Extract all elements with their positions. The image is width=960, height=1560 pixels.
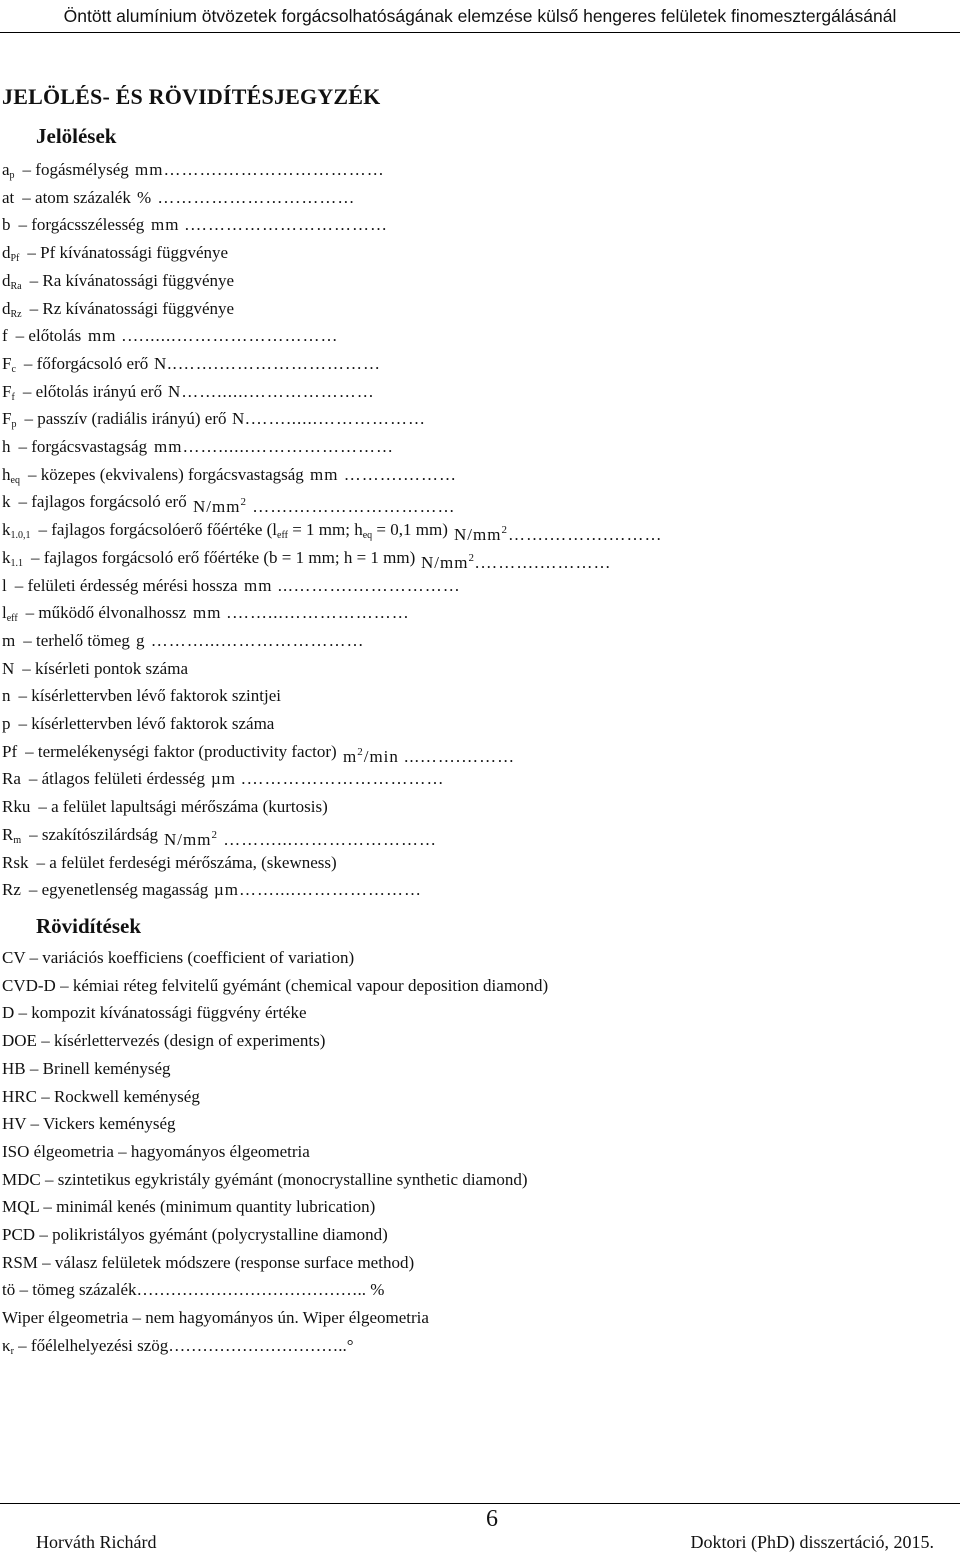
leader-dots-with-unit: ……………………….……..N [154, 353, 382, 373]
leader-dots-with-unit: …………………………… % [137, 187, 356, 207]
symbol-entry [2, 738, 842, 766]
symbol: N [2, 658, 15, 678]
symbol-description: – fajlagos forgácsolóerő főértéke ($l_{eff} = 1$ mm; $h_{eq} = 0,1$ mm) [38, 520, 448, 542]
symbol: $h_{eq}$ [2, 464, 20, 486]
section-title-jelolesek: Jelölések [36, 124, 117, 148]
symbol: $d_{Ra}$ [2, 270, 22, 292]
symbol-entry [2, 433, 842, 461]
symbol: Ra [2, 769, 21, 789]
symbol-entry [2, 156, 842, 184]
symbol: $F_p$ [2, 409, 17, 431]
symbol-description: – átlagos felületi érdesség [28, 769, 205, 789]
symbol-description: – fajlagos forgácsoló erő [18, 492, 187, 512]
symbol-description: – fajlagos forgácsoló erő főértéke (b = 1 mm; h = 1 mm) [31, 547, 416, 567]
symbol-description: – felületi érdesség mérési hossza [14, 575, 238, 595]
abbreviation-entry: ISO élgeometria – hagyományos élgeometria [2, 1141, 310, 1161]
leader-dots-with-unit: ………………………......…. mm [88, 326, 339, 346]
leader-dots-with-unit: $\dots\dots\dots\dots.\dots\dots\dots.N/mm^2$ [421, 551, 612, 572]
leader-dots-with-unit: ……………………………. mm [151, 215, 388, 235]
symbol-description: – forgácsszélesség [18, 215, 145, 235]
page-number: 6 [486, 1506, 498, 1532]
abbreviation-entry: $\kappa_r$ – főélelhelyezési szög…………………………..° [2, 1335, 354, 1357]
leader-dots-with-unit: ……………………….…… $N/mm^2$ [193, 496, 456, 517]
symbol-description: – egyenetlenség magasság [28, 880, 209, 900]
symbol: Rsk [2, 852, 29, 872]
leader-dots-with-unit: ……………………….………mm [135, 160, 385, 179]
leader-dots-with-unit: …………………......……N [168, 381, 375, 401]
abbreviation-entry: CV – variációs koefficiens (coefficient of variation) [2, 948, 355, 967]
symbol-entry [2, 876, 842, 904]
abbreviation-entry: D – kompozit kívánatossági függvény értéke [2, 1003, 307, 1023]
symbol-entry [2, 572, 842, 600]
symbol-description: – kísérlettervben lévő faktorok szintjei [18, 686, 281, 706]
abbreviation-entry: tö – tömeg százalék………………………………….. % [2, 1280, 385, 1300]
symbol-description: – kísérlettervben lévő faktorok száma [18, 714, 275, 733]
leader-dots-with-unit: ……….……... $m^2/\min$ [343, 745, 516, 766]
symbol: $k_{1.0,1}$ [2, 520, 31, 542]
abbreviation-entry: MDC – szintetikus egykristály gyémánt (monocrystalline synthetic diamond) [2, 1169, 528, 1189]
abbreviation-entry: MQL – minimál kenés (minimum quantity lubrication) [2, 1197, 376, 1217]
symbol: $l_{eff}$ [2, 603, 18, 625]
symbol: $R_m$ [2, 824, 22, 846]
symbol-entry [2, 184, 842, 212]
symbol: n [2, 686, 11, 706]
symbol: b [2, 215, 11, 235]
symbol-entry [2, 516, 842, 544]
symbol-description: – szakítószilárdság [29, 824, 159, 844]
header-title: Öntött alumínium ötvözetek forgácsolhatóságának elemzése külső hengeres felületek finomesztergálásánál [63, 6, 897, 26]
footer-rule [0, 1503, 960, 1504]
leader-dots-with-unit: …………………....……µm [214, 880, 423, 900]
symbol-entry [2, 793, 842, 821]
symbol-entry [2, 267, 842, 295]
symbol: k [2, 492, 11, 512]
symbol-description: – előtolás irányú erő [22, 381, 163, 401]
symbol: $k_{1.1}$ [2, 547, 23, 569]
symbol: f [2, 326, 8, 346]
symbol-description: – előtolás [15, 326, 82, 346]
symbol: $d_{Pf}$ [2, 243, 20, 265]
symbol-description: – atom százalék [22, 187, 131, 207]
symbol-entry [2, 821, 842, 849]
symbol-entry [2, 544, 842, 572]
leader-dots-with-unit: ……………………...……… g [136, 630, 365, 650]
symbol-entry [2, 239, 842, 267]
symbol-description: – passzív (radiális irányú) erő [24, 409, 227, 429]
symbol: at [2, 187, 15, 207]
symbol-entry [2, 378, 842, 406]
symbol-entry [2, 488, 842, 516]
symbol-entry [2, 405, 842, 433]
symbol-description: – a felület lapultsági mérőszáma (kurtosis) [38, 797, 328, 817]
symbol-entry [2, 765, 842, 793]
abbreviation-entry: DOE – kísérlettervezés (design of experiments) [2, 1031, 326, 1051]
symbol-entry [2, 295, 842, 323]
abbreviation-entry: HRC – Rockwell keménység [2, 1086, 200, 1106]
symbol: $F_c$ [2, 353, 16, 375]
symbol: Pf [2, 741, 18, 761]
symbol-entry [2, 849, 842, 877]
symbol-entry [2, 211, 842, 239]
symbol: m [2, 630, 16, 650]
symbol: h [2, 437, 11, 456]
symbol-description: – kísérleti pontok száma [22, 658, 188, 678]
symbol-entry [2, 322, 842, 350]
symbol-description: – fogásmélység [22, 160, 129, 179]
symbol-entry [2, 655, 842, 683]
symbol-description: – forgácsvastagság [18, 437, 148, 456]
symbol: $d_{Rz}$ [2, 298, 22, 320]
symbol-description: – a felület ferdeségi mérőszáma, (skewness) [36, 852, 337, 872]
symbol: l [2, 575, 7, 595]
main-title: JELÖLÉS- ÉS RÖVIDÍTÉSJEGYZÉK [2, 84, 381, 109]
leader-dots-with-unit: …………………...……. mm [193, 603, 410, 623]
symbol-entry [2, 710, 842, 738]
leader-dots-with-unit: ……….……… mm [310, 464, 457, 484]
leader-dots-with-unit: $\dots\dots\dots.\dots\dots\dots.\dots\dots N/mm^2$ [454, 524, 663, 545]
symbol-entry [2, 599, 842, 627]
symbol: $a_p$ [2, 160, 15, 181]
leader-dots-with-unit: ……………………...……… $N/mm^2$ [164, 828, 437, 849]
leader-dots-with-unit: ……………….………... mm [244, 575, 461, 595]
leader-dots-with-unit: ……………………………. µm [211, 769, 445, 789]
header-rule [0, 32, 960, 33]
leader-dots-with-unit: ………………......…….N [232, 409, 427, 429]
abbreviation-entry: PCD – polikristályos gyémánt (polycrystalline diamond) [2, 1225, 388, 1244]
symbol-description: – termelékenységi faktor (productivity factor) [25, 741, 337, 761]
abbreviation-entry: CVD-D – kémiai réteg felvitelű gyémánt (chemical vapour deposition diamond) [2, 975, 549, 995]
symbol-entry [2, 627, 842, 655]
symbol-description: – működő élvonalhossz [25, 603, 187, 623]
symbol-description: – közepes (ekvivalens) forgácsvastagság [27, 464, 304, 484]
abbreviation-entry: Wiper élgeometria – nem hagyományos ún. Wiper élgeometria [2, 1308, 429, 1328]
symbol-entry [2, 461, 842, 489]
leader-dots-with-unit: ……………………......……mm [154, 437, 394, 456]
symbol-description: – főforgácsoló erő [23, 353, 149, 373]
symbol-description: – Ra kívánatossági függvénye [29, 270, 235, 290]
symbol-entry [2, 350, 842, 378]
page-header [0, 0, 960, 36]
abbreviation-entry: RSM – válasz felületek módszere (response surface method) [2, 1252, 415, 1272]
symbol-entry [2, 682, 842, 710]
abbreviation-entry: HV – Vickers keménység [2, 1114, 176, 1134]
symbol-description: – Pf kívánatossági függvénye [27, 243, 229, 263]
symbol: Rz [2, 880, 21, 900]
footer-thesis: Doktori (PhD) disszertáció, 2015. [690, 1532, 934, 1552]
symbol: Rku [2, 797, 31, 817]
abbreviation-entry: HB – Brinell keménység [2, 1058, 171, 1078]
symbol: $F_f$ [2, 381, 15, 403]
symbol-description: – Rz kívánatossági függvénye [29, 298, 235, 318]
section-title-rovidites: Rövidítések [36, 914, 141, 938]
footer-author: Horváth Richárd [36, 1532, 157, 1552]
symbol: p [2, 714, 11, 733]
symbol-description: – terhelő tömeg [23, 630, 130, 650]
